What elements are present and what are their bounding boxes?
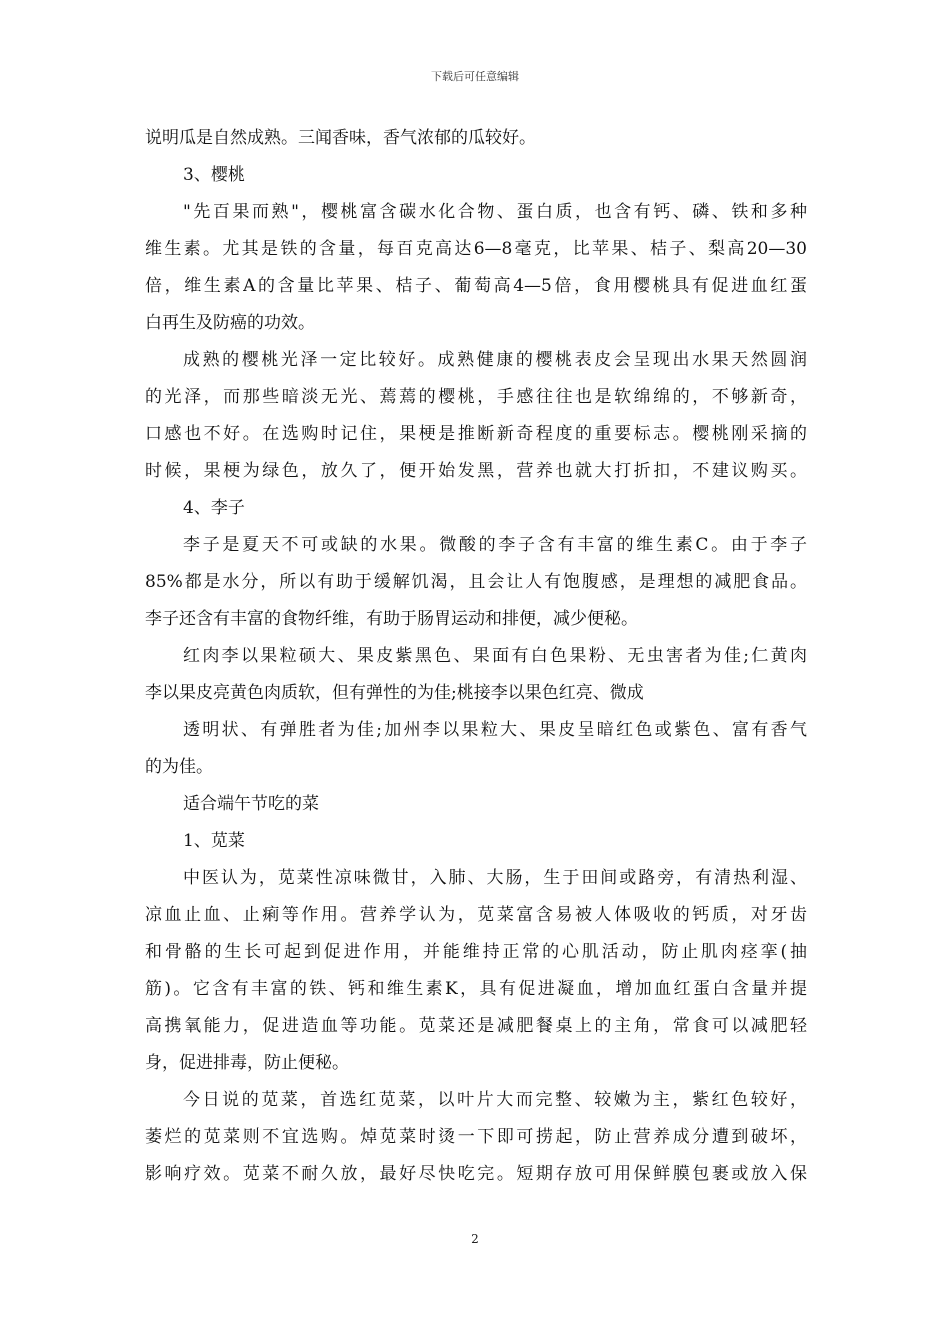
text-line: 李以果皮亮黄色肉质软，但有弹性的为佳;桃接李以果色红亮、微成 bbox=[145, 683, 644, 703]
text-line: 适合端午节吃的菜 bbox=[183, 794, 319, 814]
text-line: 萎烂的苋菜则不宜选购。焯苋菜时烫一下即可捞起，防止营养成分遭到破坏， bbox=[145, 1127, 807, 1147]
text-line: 今日说的苋菜，首选红苋菜，以叶片大而完整、较嫩为主，紫红色较好， bbox=[183, 1090, 807, 1110]
text-line: 中医认为，苋菜性凉味微甘，入肺、大肠，生于田间或路旁，有清热利湿、 bbox=[183, 868, 807, 888]
text-line: 身，促进排毒，防止便秘。 bbox=[145, 1053, 349, 1073]
text-line: 3、樱桃 bbox=[183, 165, 245, 185]
text-line: 时候，果梗为绿色，放久了，便开始发黑，营养也就大打折扣，不建议购买。 bbox=[145, 461, 807, 481]
text-line: 的为佳。 bbox=[145, 757, 213, 777]
text-line: 影响疗效。苋菜不耐久放，最好尽快吃完。短期存放可用保鲜膜包裹或放入保 bbox=[145, 1164, 807, 1184]
document-body bbox=[145, 120, 807, 1193]
text-line: 筋)。它含有丰富的铁、钙和维生素K，具有促进凝血，增加血红蛋白含量并提 bbox=[145, 979, 807, 999]
text-line: "先百果而熟"，樱桃富含碳水化合物、蛋白质，也含有钙、磷、铁和多种 bbox=[183, 202, 807, 222]
text-line: 高携氧能力，促进造血等功能。苋菜还是减肥餐桌上的主角，常食可以减肥轻 bbox=[145, 1016, 807, 1036]
text-line: 和骨骼的生长可起到促进作用，并能维持正常的心肌活动，防止肌肉痉挛(抽 bbox=[145, 942, 807, 962]
text-line: 倍，维生素A的含量比苹果、桔子、葡萄高4—5倍，食用樱桃具有促进血红蛋 bbox=[145, 276, 807, 296]
text-line: 白再生及防癌的功效。 bbox=[145, 313, 315, 333]
text-line: 4、李子 bbox=[183, 498, 245, 518]
page-header: 下载后可任意编辑 bbox=[431, 70, 519, 83]
text-line: 成熟的樱桃光泽一定比较好。成熟健康的樱桃表皮会呈现出水果天然圆润 bbox=[183, 350, 807, 370]
text-line: 85%都是水分，所以有助于缓解饥渴，且会让人有饱腹感，是理想的减肥食品。 bbox=[145, 572, 807, 592]
text-line: 口感也不好。在选购时记住，果梗是推断新奇程度的重要标志。樱桃刚采摘的 bbox=[145, 424, 807, 444]
text-line: 李子还含有丰富的食物纤维，有助于肠胃运动和排便，减少便秘。 bbox=[145, 609, 638, 629]
text-line: 李子是夏天不可或缺的水果。微酸的李子含有丰富的维生素C。由于李子 bbox=[183, 535, 807, 555]
page-number: 2 bbox=[471, 1232, 479, 1246]
text-line: 凉血止血、止痢等作用。营养学认为，苋菜富含易被人体吸收的钙质，对牙齿 bbox=[145, 905, 807, 925]
text-line: 的光泽，而那些暗淡无光、蔫蔫的樱桃，手感往往也是软绵绵的，不够新奇， bbox=[145, 387, 807, 407]
text-line: 红肉李以果粒硕大、果皮紫黑色、果面有白色果粉、无虫害者为佳;仁黄肉 bbox=[183, 646, 807, 666]
text-line: 维生素。尤其是铁的含量，每百克高达6—8毫克，比苹果、桔子、梨高20—30 bbox=[145, 239, 807, 259]
text-line: 说明瓜是自然成熟。三闻香味，香气浓郁的瓜较好。 bbox=[145, 128, 536, 148]
text-line: 1、苋菜 bbox=[183, 831, 245, 851]
text-line: 透明状、有弹胜者为佳;加州李以果粒大、果皮呈暗红色或紫色、富有香气 bbox=[183, 720, 807, 740]
